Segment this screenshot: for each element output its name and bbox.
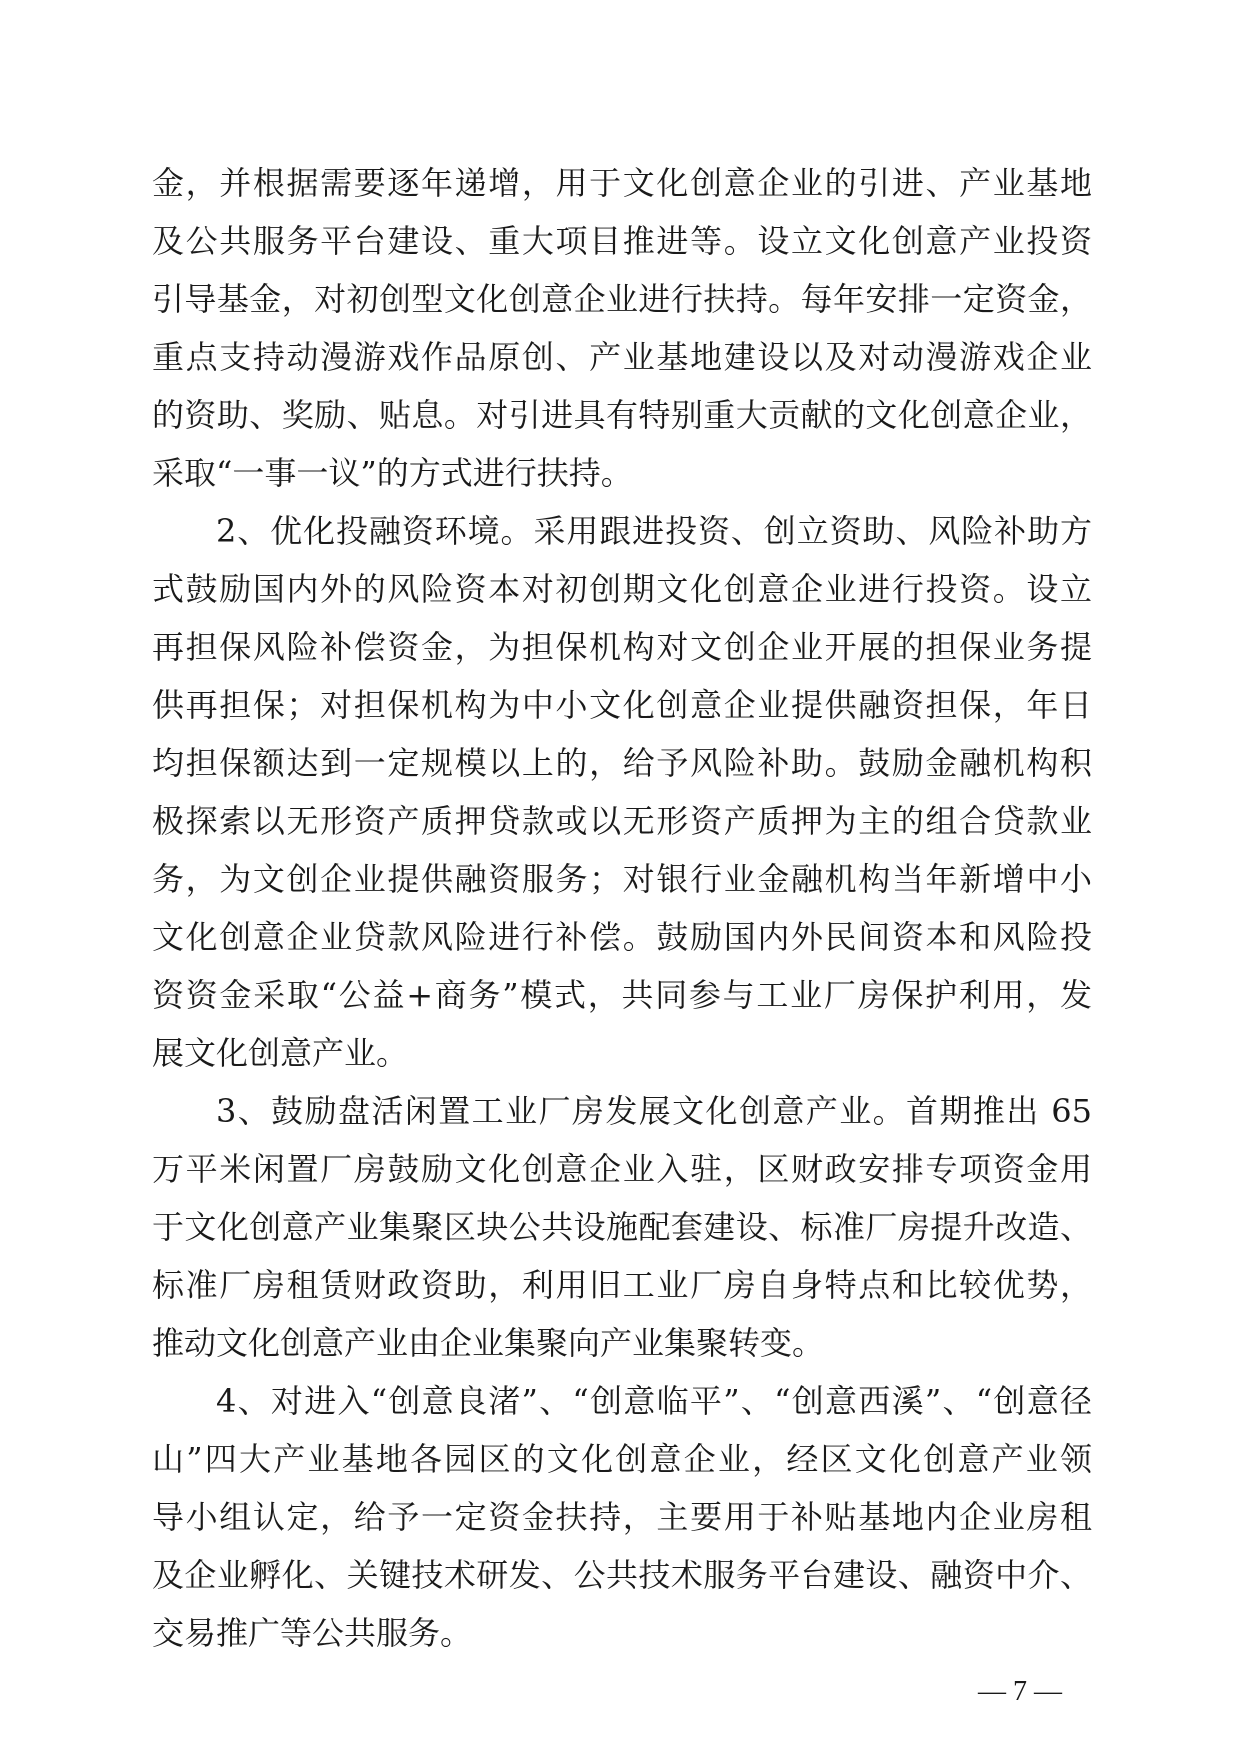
text-line: 金，并根据需要逐年递增，用于文化创意企业的引进、产业基地 [152,164,1092,202]
text-line: 式鼓励国内外的风险资本对初创期文化创意企业进行投资。设立 [152,570,1092,608]
text-line: 引导基金，对初创型文化创意企业进行扶持。每年安排一定资金， [152,280,1092,318]
text-line: 及公共服务平台建设、重大项目推进等。设立文化创意产业投资 [152,222,1092,260]
text-line: 务，为文创企业提供融资服务；对银行业金融机构当年新增中小 [152,860,1092,898]
paragraph-2-first-line: 2、优化投融资环境。采用跟进投资、创立资助、风险补助方 [216,512,1092,550]
text-line: 及企业孵化、关键技术研发、公共技术服务平台建设、融资中介、 [152,1556,1092,1594]
text-line: 万平米闲置厂房鼓励文化创意企业入驻，区财政安排专项资金用 [152,1150,1092,1188]
text-line: 导小组认定，给予一定资金扶持，主要用于补贴基地内企业房租 [152,1498,1092,1536]
text-line: 文化创意企业贷款风险进行补偿。鼓励国内外民间资本和风险投 [152,918,1092,956]
text-line: 供再担保；对担保机构为中小文化创意企业提供融资担保，年日 [152,686,1092,724]
text-line: 标准厂房租赁财政资助，利用旧工业厂房自身特点和比较优势， [152,1266,1092,1304]
text-line: 展文化创意产业。 [152,1034,409,1072]
text-line: 重点支持动漫游戏作品原创、产业基地建设以及对动漫游戏企业 [152,338,1092,376]
text-line: 采取“一事一议”的方式进行扶持。 [152,454,633,492]
paragraph-3-first-line: 3、鼓励盘活闲置工业厂房发展文化创意产业。首期推出 65 [216,1092,1092,1130]
text-line: 资资金采取“公益+商务”模式，共同参与工业厂房保护利用，发 [152,976,1092,1014]
paragraph-4-first-line: 4、对进入“创意良渚”、“创意临平”、“创意西溪”、“创意径 [216,1382,1092,1420]
text-line: 推动文化创意产业由企业集聚向产业集聚转变。 [152,1324,825,1362]
text-line: 交易推广等公共服务。 [152,1614,473,1652]
text-line: 的资助、奖励、贴息。对引进具有特别重大贡献的文化创意企业， [152,396,1092,434]
text-line: 于文化创意产业集聚区块公共设施配套建设、标准厂房提升改造、 [152,1208,1092,1246]
text-line: 再担保风险补偿资金，为担保机构对文创企业开展的担保业务提 [152,628,1092,666]
text-line: 极探索以无形资产质押贷款或以无形资产质押为主的组合贷款业 [152,802,1092,840]
page-number: — 7 — [978,1676,1062,1707]
text-line: 均担保额达到一定规模以上的，给予风险补助。鼓励金融机构积 [152,744,1092,782]
text-line: 山”四大产业基地各园区的文化创意企业，经区文化创意产业领 [152,1440,1092,1478]
